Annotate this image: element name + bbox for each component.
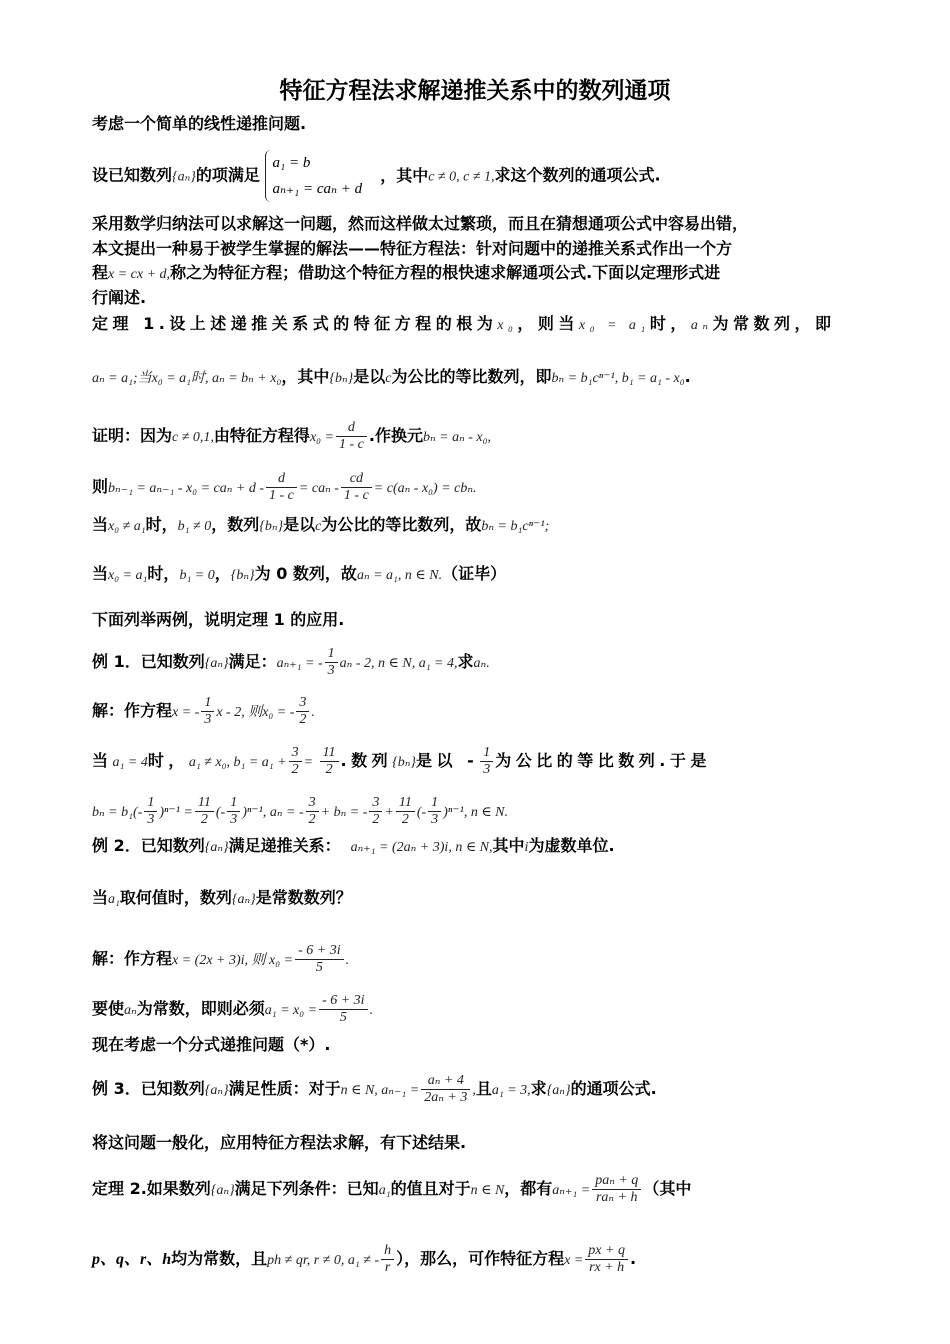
text: 求 <box>530 1079 547 1098</box>
example1-line <box>92 646 490 679</box>
math: c <box>315 519 322 534</box>
math: , <box>472 1083 476 1098</box>
math: aₙ <box>124 1003 137 1018</box>
math: x - 2, 则x₀ = - <box>216 705 295 720</box>
denominator: 2 <box>401 812 409 827</box>
text: ，则当 <box>517 314 579 333</box>
denominator: 5 <box>315 960 323 975</box>
text: . <box>629 1249 637 1268</box>
numerator: 11 <box>396 795 415 812</box>
text: ， <box>214 564 231 583</box>
text: 的通项公式. <box>570 1079 657 1098</box>
math: aₙ - 2, n ∈ N, a₁ = 4, <box>339 656 458 671</box>
math: {aₙ} <box>204 1083 229 1098</box>
math: + bₙ = - <box>320 805 368 820</box>
math: b₁ = 0 <box>179 568 215 583</box>
numerator: 11 <box>195 795 214 812</box>
text: ，其中 <box>380 165 429 185</box>
math: {aₙ} <box>231 892 256 907</box>
text: 为常数，即则必须 <box>136 999 265 1018</box>
text: 例 2．已知数列 <box>92 836 205 855</box>
math: . <box>369 1003 374 1018</box>
generalization-line <box>92 1132 466 1154</box>
math: )ⁿ⁻¹ = <box>159 805 193 820</box>
text: 采用数学归纳法可以求解这一问题，然而这样做太过繁琐，而且在猜想通项公式中容易出错， <box>92 214 749 233</box>
text: 的值且对于 <box>390 1179 471 1198</box>
fraction <box>195 795 214 828</box>
text: 求 <box>457 652 474 671</box>
math: x₀ <box>497 318 518 333</box>
text: 解：作方程 <box>92 949 173 968</box>
text: 现在考虑一个分式递推问题（*）. <box>92 1035 331 1054</box>
math: (- <box>215 805 226 820</box>
text: （证毕） <box>442 564 507 583</box>
text: .数列 <box>340 751 393 770</box>
math: aₙ = a₁, n ∈ N. <box>356 568 443 583</box>
text: 满足： <box>228 652 277 671</box>
numerator: - 6 + 3i <box>319 993 368 1010</box>
numerator: h <box>381 1243 394 1260</box>
solution2-line-2 <box>92 993 373 1026</box>
math: bₙ₋₁ = aₙ₋₁ - x₀ = caₙ + d - <box>108 481 265 496</box>
variables: p、q、r、h <box>92 1251 172 1268</box>
text: 为虚数单位. <box>528 836 615 855</box>
denominator: 2 <box>325 762 333 777</box>
text: 的项满足 <box>195 165 260 185</box>
numerator: px + q <box>585 1243 628 1260</box>
math: {aₙ} <box>210 1183 235 1198</box>
denominator: 1 - c <box>269 488 294 503</box>
intro-line <box>92 113 306 135</box>
math: . <box>345 953 350 968</box>
math: c ≠ 0, c ≠ 1, <box>428 169 495 185</box>
example3-line <box>92 1073 657 1106</box>
numerator: 1 <box>201 695 214 712</box>
math: aₙ = a₁;当x₀ = a₁时, aₙ = bₙ + x₀ <box>92 371 282 386</box>
text: 是常数数列？ <box>255 888 352 907</box>
text: （其中 <box>643 1179 692 1198</box>
text: 程 <box>92 263 109 282</box>
denominator: 3 <box>431 812 439 827</box>
text: 证明：因为 <box>92 426 173 445</box>
fraction <box>480 745 493 778</box>
fraction <box>319 993 368 1026</box>
solution1-line-3 <box>92 795 508 828</box>
denominator: 1 - c <box>338 437 364 452</box>
denominator: 2 <box>299 712 307 727</box>
numerator: 3 <box>306 795 319 812</box>
para-line-1 <box>92 213 748 235</box>
math: n ∈ N, aₙ₋₁ = <box>340 1083 420 1098</box>
math: c <box>385 371 392 386</box>
math: {aₙ} <box>172 169 196 185</box>
math: bₙ = b₁(- <box>92 805 143 820</box>
math: = <box>303 755 318 770</box>
math: a₁ = 4 <box>112 755 148 770</box>
math: aₙ. <box>473 656 490 671</box>
text: 满足递推关系： <box>228 836 341 855</box>
math: {bₙ} <box>259 519 284 534</box>
numerator: 11 <box>320 745 339 762</box>
math: aₙ₊₁ = (2aₙ + 3)i, n ∈ N, <box>350 840 493 855</box>
fraction <box>336 420 367 453</box>
math: . <box>311 705 315 720</box>
text: 为 0 数列，故 <box>254 564 357 583</box>
solution1-line-1 <box>92 695 315 728</box>
text: 设已知数列 <box>92 165 173 185</box>
example2-question <box>92 887 352 911</box>
numerator: 3 <box>296 695 309 712</box>
fraction <box>396 795 415 828</box>
fraction <box>381 1243 394 1276</box>
fraction <box>585 1243 628 1276</box>
text: 则 <box>92 477 109 496</box>
math: a₁ = x₀ = <box>264 1003 318 1018</box>
math: x = cx + d, <box>108 267 171 282</box>
math: aₙ₊₁ = - <box>276 656 323 671</box>
math: x = (2x + 3)i, 则 x₀ = <box>172 953 294 968</box>
math: {aₙ} <box>546 1083 571 1098</box>
text: 例 1．已知数列 <box>92 652 205 671</box>
numerator: 1 <box>325 646 338 663</box>
text: 由特征方程得 <box>213 426 310 445</box>
page-title: 特征方程法求解递推关系中的数列通项 <box>279 78 671 104</box>
math: bₙ = b₁cⁿ⁻¹; <box>481 519 550 534</box>
numerator: 1 <box>144 795 157 812</box>
text: 均为常数，且 <box>171 1249 268 1268</box>
text: 时， <box>145 515 178 534</box>
example2-line <box>92 835 615 859</box>
fraction <box>341 471 372 504</box>
denominator: 3 <box>230 812 238 827</box>
math: i <box>524 840 529 855</box>
fraction <box>421 1073 470 1106</box>
math: x = <box>564 1253 584 1268</box>
denominator: r <box>384 1260 391 1275</box>
text: 是以 - <box>416 751 479 770</box>
math: ph ≠ qr, r ≠ 0, a₁ ≠ - <box>267 1253 380 1268</box>
math: )ⁿ⁻¹, aₙ = - <box>242 805 304 820</box>
proof-line-1 <box>92 420 491 453</box>
theorem1-line-1 <box>92 313 836 337</box>
math: {bₙ} <box>329 371 354 386</box>
math: bₙ = aₙ - x₀, <box>422 430 491 445</box>
text: 称之为特征方程；借助这个特征方程的根快速求解通项公式.下面以定理形式进 <box>170 263 721 282</box>
math: {bₙ} <box>230 568 255 583</box>
numerator: paₙ + q <box>592 1173 641 1190</box>
denominator: 3 <box>204 712 212 727</box>
text: 是以 <box>353 367 386 386</box>
numerator: 1 <box>428 795 441 812</box>
math: x₀ = a₁ <box>578 318 650 333</box>
math: x₀ ≠ a₁ <box>108 519 146 534</box>
denominator: 2 <box>372 812 380 827</box>
math: {aₙ} <box>204 840 229 855</box>
math: a₁ = 3, <box>491 1083 531 1098</box>
text: 本文提出一种易于被学生掌握的解法——特征方程法：针对问题中的递推关系式作出一个方 <box>92 239 733 258</box>
text: 为公比的等比数列，即 <box>391 367 552 386</box>
math: aₙ₊₁ = <box>552 1183 591 1198</box>
text: 当 <box>92 515 109 534</box>
fraction <box>295 943 344 976</box>
fraction <box>296 695 309 728</box>
text: 当 <box>92 888 109 907</box>
text: . <box>684 367 691 386</box>
text: 满足下列条件：已知 <box>234 1179 379 1198</box>
text: 定理 1.设上述递推关系式的特征方程的根为 <box>92 314 498 333</box>
math: a₁ = b <box>272 155 311 171</box>
text: 是以 <box>283 515 316 534</box>
text: .作换元 <box>368 426 423 445</box>
text: 为常数列，即 <box>712 314 836 333</box>
fraction <box>201 695 214 728</box>
solution2-line-1 <box>92 943 349 976</box>
numerator: - 6 + 3i <box>295 943 344 960</box>
recurrence-system <box>265 150 368 202</box>
math: b₁ ≠ 0 <box>177 519 212 534</box>
fraction <box>369 795 382 828</box>
para-line-3 <box>92 262 720 286</box>
math: {bₙ} <box>392 755 417 770</box>
text: 求这个数列的通项公式. <box>494 165 661 185</box>
denominator: 2aₙ + 3 <box>424 1090 468 1105</box>
solution1-line-2 <box>92 745 711 778</box>
math: )ⁿ⁻¹, n ∈ N. <box>443 805 509 820</box>
numerator: d <box>336 420 367 437</box>
fraction <box>320 745 339 778</box>
fraction <box>325 646 338 679</box>
math: {aₙ} <box>204 656 229 671</box>
denominator: 5 <box>339 1010 347 1025</box>
denominator: 2 <box>200 812 208 827</box>
math: aₙ₊₁ = caₙ + d <box>272 181 363 197</box>
theorem2-line-1 <box>92 1173 691 1206</box>
text: 时， <box>147 751 189 770</box>
theorem1-line-2 <box>92 366 691 390</box>
text: 取何值时，数列 <box>119 888 232 907</box>
denominator: 1 - c <box>343 488 369 503</box>
theorem2-line-2 <box>92 1243 636 1276</box>
text: 时， <box>649 314 691 333</box>
text: 当 <box>92 751 113 770</box>
proof-line-2 <box>92 471 477 504</box>
fraction <box>428 795 441 828</box>
text: 时， <box>147 564 180 583</box>
text: 为公比的等比数列.于是 <box>495 751 711 770</box>
denominator: rx + h <box>589 1260 625 1275</box>
text: 当 <box>92 564 109 583</box>
fraction <box>592 1173 641 1206</box>
denominator: 3 <box>327 663 335 678</box>
text: ，数列 <box>211 515 260 534</box>
math: x₀ = <box>309 430 334 445</box>
text: 例 3．已知数列 <box>92 1079 205 1098</box>
fraction <box>266 471 297 504</box>
math: = c(aₙ - x₀) = cbₙ. <box>373 481 477 496</box>
math: a₁ <box>378 1183 391 1198</box>
math: (- <box>416 805 427 820</box>
math: c ≠ 0,1, <box>172 430 214 445</box>
text: 考虑一个简单的线性递推问题. <box>92 114 307 133</box>
text: 且 <box>475 1079 492 1098</box>
fraction <box>144 795 157 828</box>
numerator: 3 <box>369 795 382 812</box>
text: 要使 <box>92 999 125 1018</box>
math: x₀ = a₁ <box>108 568 148 583</box>
text: ，都有 <box>504 1179 553 1198</box>
text: 下面列举两例，说明定理 1 的应用. <box>92 610 345 629</box>
text: 将这问题一般化，应用特征方程法求解，有下述结果. <box>92 1133 467 1152</box>
denominator: 2 <box>308 812 316 827</box>
proof-line-4 <box>92 563 506 587</box>
math: aₙ <box>690 318 713 333</box>
math: bₙ = b₁cⁿ⁻¹, b₁ = a₁ - x₀ <box>551 371 685 386</box>
denominator: 3 <box>483 762 491 777</box>
fraction <box>306 795 319 828</box>
text: 行阐述. <box>92 288 147 307</box>
numerator: cd <box>341 471 372 488</box>
denominator: raₙ + h <box>595 1190 638 1205</box>
text: 满足性质：对于 <box>228 1079 341 1098</box>
math: n ∈ N <box>470 1183 505 1198</box>
numerator: 1 <box>227 795 240 812</box>
math: x = - <box>172 705 200 720</box>
text: 定理 2.如果数列 <box>92 1179 211 1198</box>
fraction <box>227 795 240 828</box>
numerator: d <box>266 471 297 488</box>
math: + <box>384 805 394 820</box>
numerator: aₙ + 4 <box>421 1073 470 1090</box>
fraction <box>289 745 302 778</box>
text: 其中 <box>492 836 525 855</box>
denominator: 2 <box>291 762 299 777</box>
denominator: 3 <box>147 812 155 827</box>
para-line-2 <box>92 238 732 260</box>
problem-line <box>92 150 661 202</box>
math: a₁ ≠ x₀, b₁ = a₁ + <box>188 755 287 770</box>
text: 为公比的等比数列，故 <box>321 515 482 534</box>
examples-intro <box>92 609 344 631</box>
text: 解：作方程 <box>92 701 173 720</box>
numerator: 1 <box>480 745 493 762</box>
numerator: 3 <box>289 745 302 762</box>
fraction-problem-intro <box>92 1034 330 1056</box>
text: ），那么，可作特征方程 <box>396 1249 565 1268</box>
text: ，其中 <box>281 367 330 386</box>
para-line-4 <box>92 287 146 309</box>
math: a₁ <box>108 892 120 907</box>
proof-line-3 <box>92 514 549 538</box>
math: = caₙ - <box>298 481 339 496</box>
